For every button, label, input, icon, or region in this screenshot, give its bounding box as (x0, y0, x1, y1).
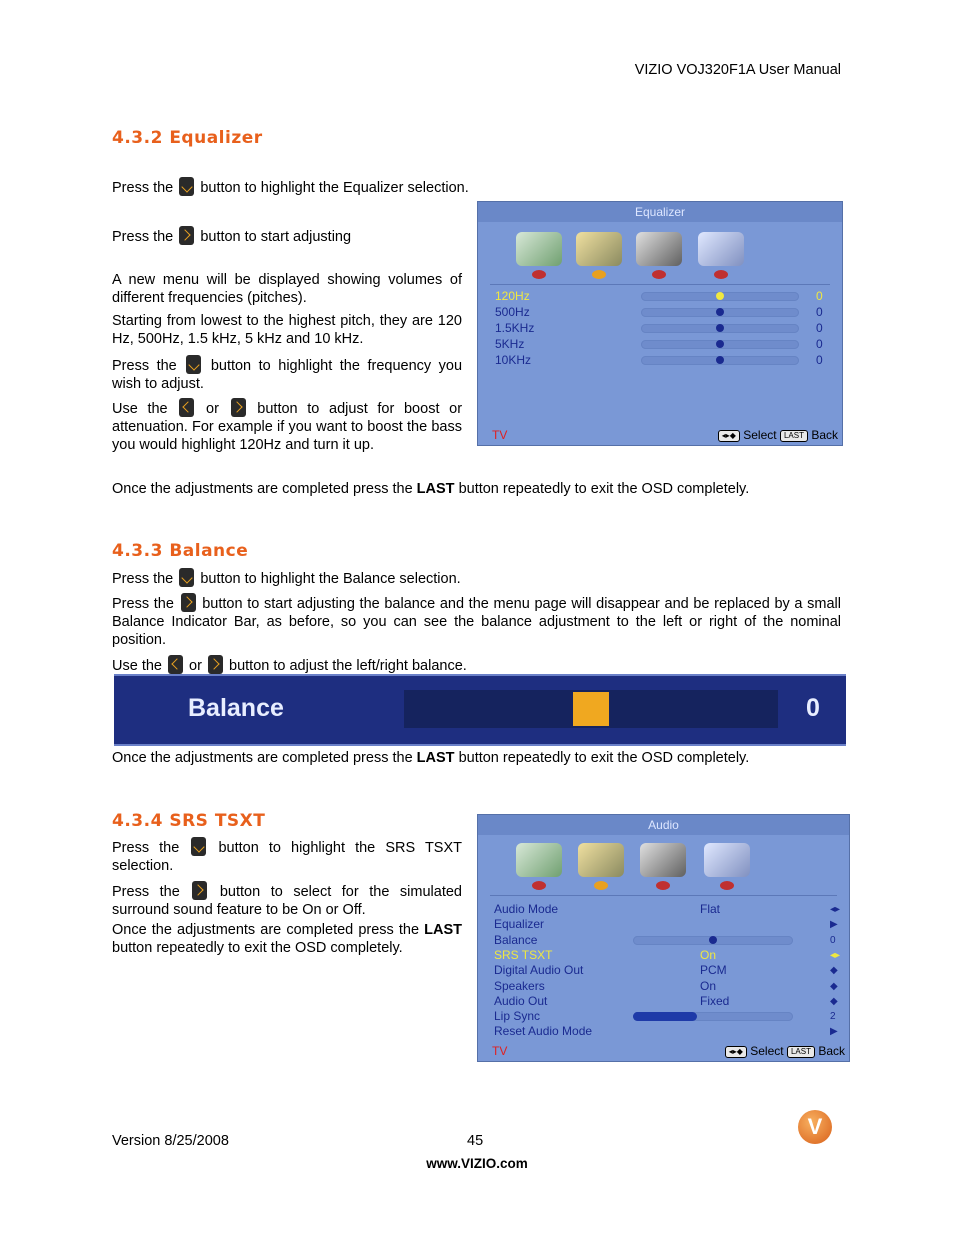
ch-down-button-icon (179, 568, 194, 587)
eq-band-value: 0 (816, 321, 823, 335)
balance-slider[interactable] (633, 936, 793, 945)
vol-right-button-icon (192, 881, 207, 900)
bal-instruction-2: Press the button to start adjusting the balance and the menu page will disappear and be replaced by a small Balance Indicator Bar, as before, so you can see the balance adjustment to the left or right of the nominal position. (112, 593, 841, 649)
settings-indicator-icon (720, 881, 734, 890)
audio-setting-label[interactable]: Speakers (494, 978, 545, 993)
eq-band-slider[interactable] (641, 308, 799, 317)
audio-setting-arrow: ◆ (830, 980, 838, 992)
vol-left-button-icon (168, 655, 183, 674)
audio-setting-value: PCM (700, 963, 727, 978)
picture-indicator-icon (532, 270, 546, 279)
audio-setting-label[interactable]: Reset Audio Mode (494, 1024, 593, 1039)
eq-band-knob[interactable] (716, 308, 724, 316)
osd-category-icons (478, 835, 849, 897)
bal-instruction-3: Use the or button to adjust the left/right balance. (112, 655, 467, 675)
balance-track (404, 690, 778, 728)
eq-band-value: 0 (816, 305, 823, 319)
eq-band-slider[interactable] (641, 324, 799, 333)
eq-instruction-6: Use the or button to adjust for boost or attenuation. For example if you want to boost the bass you would highlight 120Hz and turn it up. (112, 398, 462, 454)
settings-wrench-icon (698, 232, 744, 266)
footer-hints: ◂▸◆ Select LAST Back (725, 1044, 845, 1058)
eq-band-value: 0 (816, 353, 823, 367)
page-number: 45 (467, 1133, 484, 1149)
eq-instruction-2: Press the button to start adjusting (112, 226, 462, 246)
website-link[interactable]: www.VIZIO.com (426, 1156, 528, 1171)
settings-indicator-icon (714, 270, 728, 279)
vizio-logo-icon: V (798, 1110, 832, 1144)
eq-instruction-1: Press the button to highlight the Equalizer selection. (112, 177, 512, 197)
audio-indicator-icon (592, 270, 606, 279)
balance-label: Balance (188, 694, 284, 722)
osd-title: Equalizer (478, 202, 842, 222)
section-heading-balance: 4.3.3 Balance (112, 541, 249, 561)
audio-setting-arrow: 0 (830, 934, 836, 946)
vol-left-button-icon (179, 398, 194, 417)
balance-value: 0 (806, 694, 820, 722)
section-heading-equalizer: 4.3.2 Equalizer (112, 128, 263, 148)
ch-down-button-icon (179, 177, 194, 196)
tv-antenna-icon (636, 232, 682, 266)
audio-setting-arrow: ◂▸ (830, 904, 841, 915)
audio-setting-value: On (700, 947, 717, 962)
picture-icon (516, 843, 562, 877)
ch-down-button-icon (186, 355, 201, 374)
section-heading-srs: 4.3.4 SRS TSXT (112, 811, 266, 831)
audio-setting-value: On (700, 978, 717, 993)
audio-setting-label[interactable]: Digital Audio Out (494, 963, 584, 978)
tv-indicator-icon (652, 270, 666, 279)
eq-instruction-5: Press the button to highlight the frequency you wish to adjust. (112, 355, 462, 393)
vol-right-button-icon (179, 226, 194, 245)
balance-knob[interactable] (709, 936, 717, 944)
audio-setting-arrow: 2 (830, 1011, 836, 1023)
bal-instruction-1: Press the button to highlight the Balance selection. (112, 568, 461, 588)
divider (490, 284, 830, 285)
audio-setting-label[interactable]: Equalizer (494, 917, 545, 932)
audio-setting-label[interactable]: Balance (494, 932, 538, 947)
last-key-icon: LAST (780, 430, 808, 442)
audio-indicator-icon (594, 881, 608, 890)
equalizer-osd-screenshot (477, 201, 843, 446)
audio-setting-arrow: ▶ (830, 1026, 838, 1038)
nav-keys-icon: ◂▸◆ (718, 430, 740, 442)
audio-setting-value: Flat (700, 902, 721, 916)
audio-setting-arrow: ◆ (830, 965, 838, 977)
eq-band-slider[interactable] (641, 292, 799, 301)
audio-setting-arrow: ▶ (830, 919, 838, 931)
manual-title: VIZIO VOJ320F1A User Manual (634, 62, 841, 78)
audio-osd-screenshot (477, 814, 850, 1062)
settings-wrench-icon (704, 843, 750, 877)
divider (490, 895, 837, 896)
audio-setting-arrow: ◆ (830, 995, 838, 1007)
bal-exit-instruction: Once the adjustments are completed press the LAST button repeatedly to exit the OSD completely. (112, 750, 750, 766)
nav-keys-icon: ◂▸◆ (725, 1046, 747, 1058)
audio-setting-value: Fixed (700, 993, 730, 1008)
eq-instruction-4: Starting from lowest to the highest pitch, they are 120 Hz, 500Hz, 1.5 kHz, 5 kHz and 10 kHz. (112, 313, 462, 347)
srs-instruction-3: Once the adjustments are completed press the LAST button repeatedly to exit the OSD completely. (112, 922, 463, 956)
balance-marker (573, 692, 609, 726)
source-label: TV (492, 1044, 508, 1058)
tv-indicator-icon (656, 881, 670, 890)
lip-sync-slider[interactable] (633, 1012, 793, 1021)
audio-setting-arrow: ◂▸ (830, 949, 841, 961)
vol-right-button-icon (181, 593, 196, 612)
eq-band-label[interactable]: 500Hz (495, 305, 530, 319)
picture-icon (516, 232, 562, 266)
srs-instruction-1: Press the button to highlight the SRS TSXT selection. (112, 837, 462, 875)
balance-indicator-bar (114, 674, 846, 746)
vol-right-button-icon (231, 398, 246, 417)
eq-band-knob[interactable] (716, 356, 724, 364)
eq-band-label[interactable]: 1.5KHz (495, 321, 535, 335)
eq-band-knob[interactable] (716, 324, 724, 332)
srs-instruction-2: Press the button to select for the simulated surround sound feature to be On or Off. (112, 881, 462, 919)
ch-down-button-icon (191, 837, 206, 856)
eq-band-label[interactable]: 5KHz (495, 337, 525, 351)
osd-footer (478, 425, 842, 445)
lip-sync-fill (633, 1012, 697, 1021)
picture-indicator-icon (532, 881, 546, 890)
version-label: Version 8/25/2008 (112, 1133, 229, 1149)
source-label: TV (492, 428, 508, 442)
audio-setting-label[interactable]: Audio Mode (494, 902, 559, 916)
audio-setting-label[interactable]: Lip Sync (494, 1009, 541, 1024)
footer-hints: ◂▸◆ Select LAST Back (718, 428, 838, 442)
eq-band-knob[interactable] (716, 340, 724, 348)
audio-icon (576, 232, 622, 266)
eq-exit-instruction: Once the adjustments are completed press the LAST button repeatedly to exit the OSD completely. (112, 481, 750, 497)
vol-right-button-icon (208, 655, 223, 674)
last-key-icon: LAST (787, 1046, 815, 1058)
eq-band-value: 0 (816, 337, 823, 351)
osd-title: Audio (478, 815, 849, 835)
eq-band-slider[interactable] (641, 340, 799, 349)
eq-instruction-3: A new menu will be displayed showing volumes of different frequencies (pitches). (112, 272, 462, 306)
audio-setting-label[interactable]: SRS TSXT (494, 947, 553, 962)
eq-band-knob[interactable] (716, 292, 724, 300)
osd-category-icons (478, 222, 842, 284)
audio-setting-label[interactable]: Audio Out (494, 993, 548, 1008)
eq-band-slider[interactable] (641, 356, 799, 365)
tv-antenna-icon (640, 843, 686, 877)
audio-icon (578, 843, 624, 877)
eq-band-label[interactable]: 120Hz (495, 289, 530, 303)
osd-footer (478, 1041, 849, 1061)
eq-band-value: 0 (816, 289, 823, 303)
eq-band-label[interactable]: 10KHz (495, 353, 532, 367)
